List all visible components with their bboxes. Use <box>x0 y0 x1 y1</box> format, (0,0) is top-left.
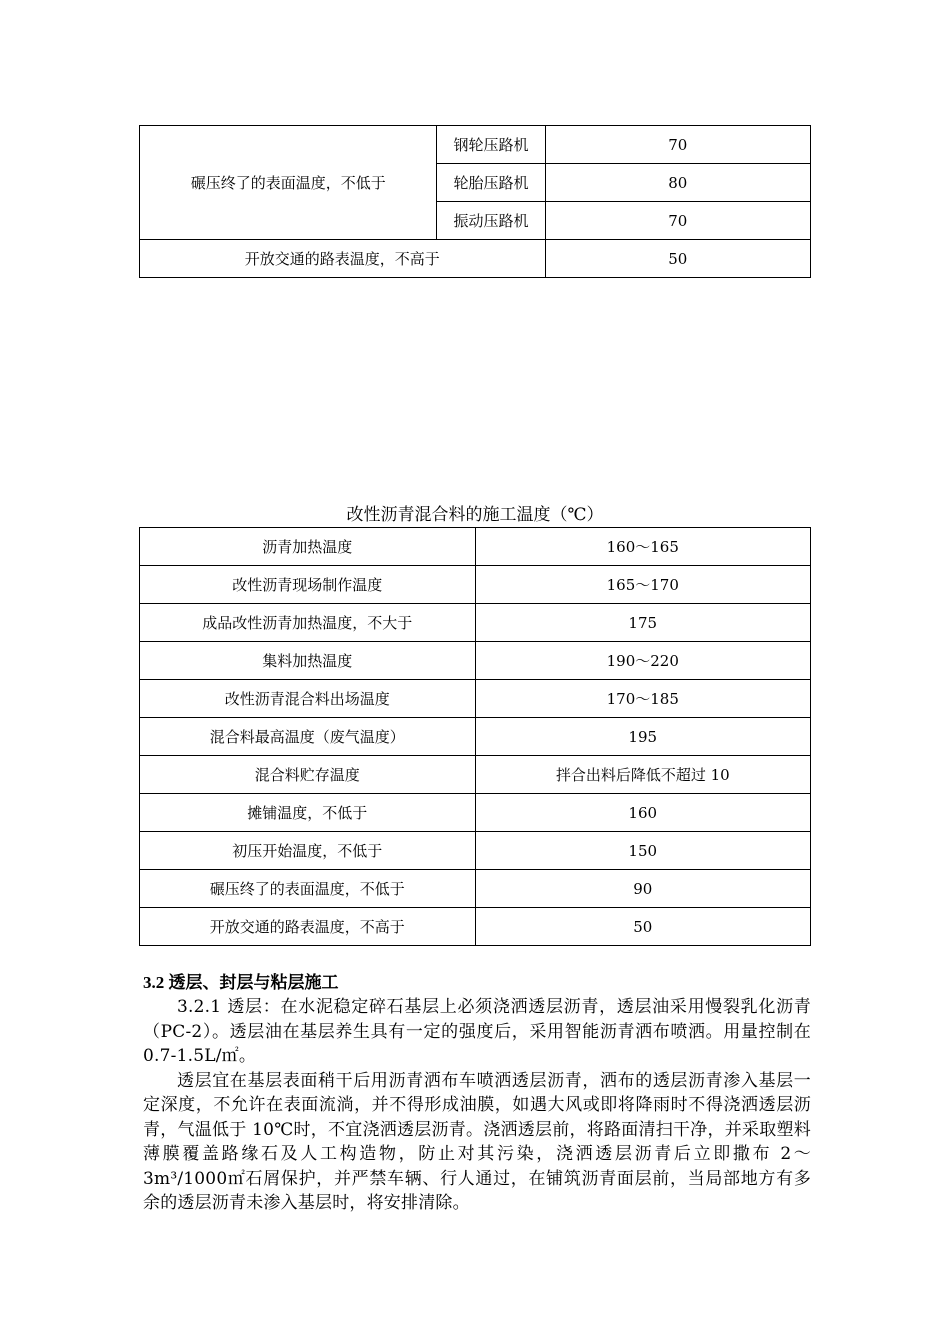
table-body <box>140 528 811 946</box>
table-row <box>140 240 811 278</box>
row-value: 170～185 <box>475 680 811 718</box>
section-3-2 <box>143 971 811 1216</box>
row-label: 初压开始温度，不低于 <box>140 832 476 870</box>
row-label: 混合料贮存温度 <box>140 756 476 794</box>
open-traffic-value: 50 <box>545 240 810 278</box>
rolling-temperature-table <box>139 125 811 278</box>
row-label: 沥青加热温度 <box>140 528 476 566</box>
open-traffic-label: 开放交通的路表温度，不高于 <box>140 240 546 278</box>
table-row <box>140 908 811 946</box>
row-label: 成品改性沥青加热温度，不大于 <box>140 604 476 642</box>
roller-name: 轮胎压路机 <box>437 164 545 202</box>
table-row <box>140 528 811 566</box>
roller-name: 振动压路机 <box>437 202 545 240</box>
row-value: 190～220 <box>475 642 811 680</box>
row-label: 改性沥青现场制作温度 <box>140 566 476 604</box>
paragraph: 透层宜在基层表面稍干后用沥青洒布车喷洒透层沥青，洒布的透层沥青渗入基层一定深度，不允许在表面流淌，并不得形成油膜，如遇大风或即将降雨时不得浇洒透层沥青，气温低于 10℃时，不宜浇洒透层沥青。浇洒透层前，将路面清扫干净，并采取塑料薄膜覆盖路缘石及人工构造物，防止对其污染，浇洒透层沥青后立即撒布 2～3m³/1000㎡石屑保护，并严禁车辆、行人通过，在铺筑沥青面层前，当局部地方有多余的透层沥青未渗入基层时，将安排清除。 <box>143 1070 811 1213</box>
roller-name: 钢轮压路机 <box>437 126 545 164</box>
roller-value: 70 <box>545 126 810 164</box>
row-label: 开放交通的路表温度，不高于 <box>140 908 476 946</box>
row-label: 改性沥青混合料出场温度 <box>140 680 476 718</box>
row-value: 160～165 <box>475 528 811 566</box>
row-label: 碾压终了的表面温度，不低于 <box>140 870 476 908</box>
section-heading: 3.2 透层、封层与粘层施工 <box>143 973 339 992</box>
row-value: 165～170 <box>475 566 811 604</box>
table-row <box>140 756 811 794</box>
table-row <box>140 566 811 604</box>
row-value: 50 <box>475 908 811 946</box>
table-row <box>140 126 811 164</box>
row-value: 拌合出料后降低不超过 10 <box>475 756 811 794</box>
table-row <box>140 718 811 756</box>
table-row <box>140 642 811 680</box>
table-caption: 改性沥青混合料的施工温度（℃） <box>346 505 604 525</box>
table-row <box>140 870 811 908</box>
row-value: 90 <box>475 870 811 908</box>
row-label: 集料加热温度 <box>140 642 476 680</box>
table-row <box>140 832 811 870</box>
row-label: 摊铺温度，不低于 <box>140 794 476 832</box>
table-row <box>140 794 811 832</box>
row-value: 175 <box>475 604 811 642</box>
modified-asphalt-temperature-table <box>139 527 811 946</box>
row-value: 150 <box>475 832 811 870</box>
table-row <box>140 680 811 718</box>
table-row <box>140 604 811 642</box>
rolling-end-label: 碾压终了的表面温度，不低于 <box>140 126 437 240</box>
row-value: 195 <box>475 718 811 756</box>
roller-value: 80 <box>545 164 810 202</box>
roller-value: 70 <box>545 202 810 240</box>
row-label: 混合料最高温度（废气温度） <box>140 718 476 756</box>
paragraph: 3.2.1 透层：在水泥稳定碎石基层上必须浇洒透层沥青，透层油采用慢裂乳化沥青（PC-2）。透层油在基层养生具有一定的强度后，采用智能沥青洒布喷洒。用量控制在 0.7-1.5L/㎡。 <box>143 997 811 1066</box>
row-value: 160 <box>475 794 811 832</box>
